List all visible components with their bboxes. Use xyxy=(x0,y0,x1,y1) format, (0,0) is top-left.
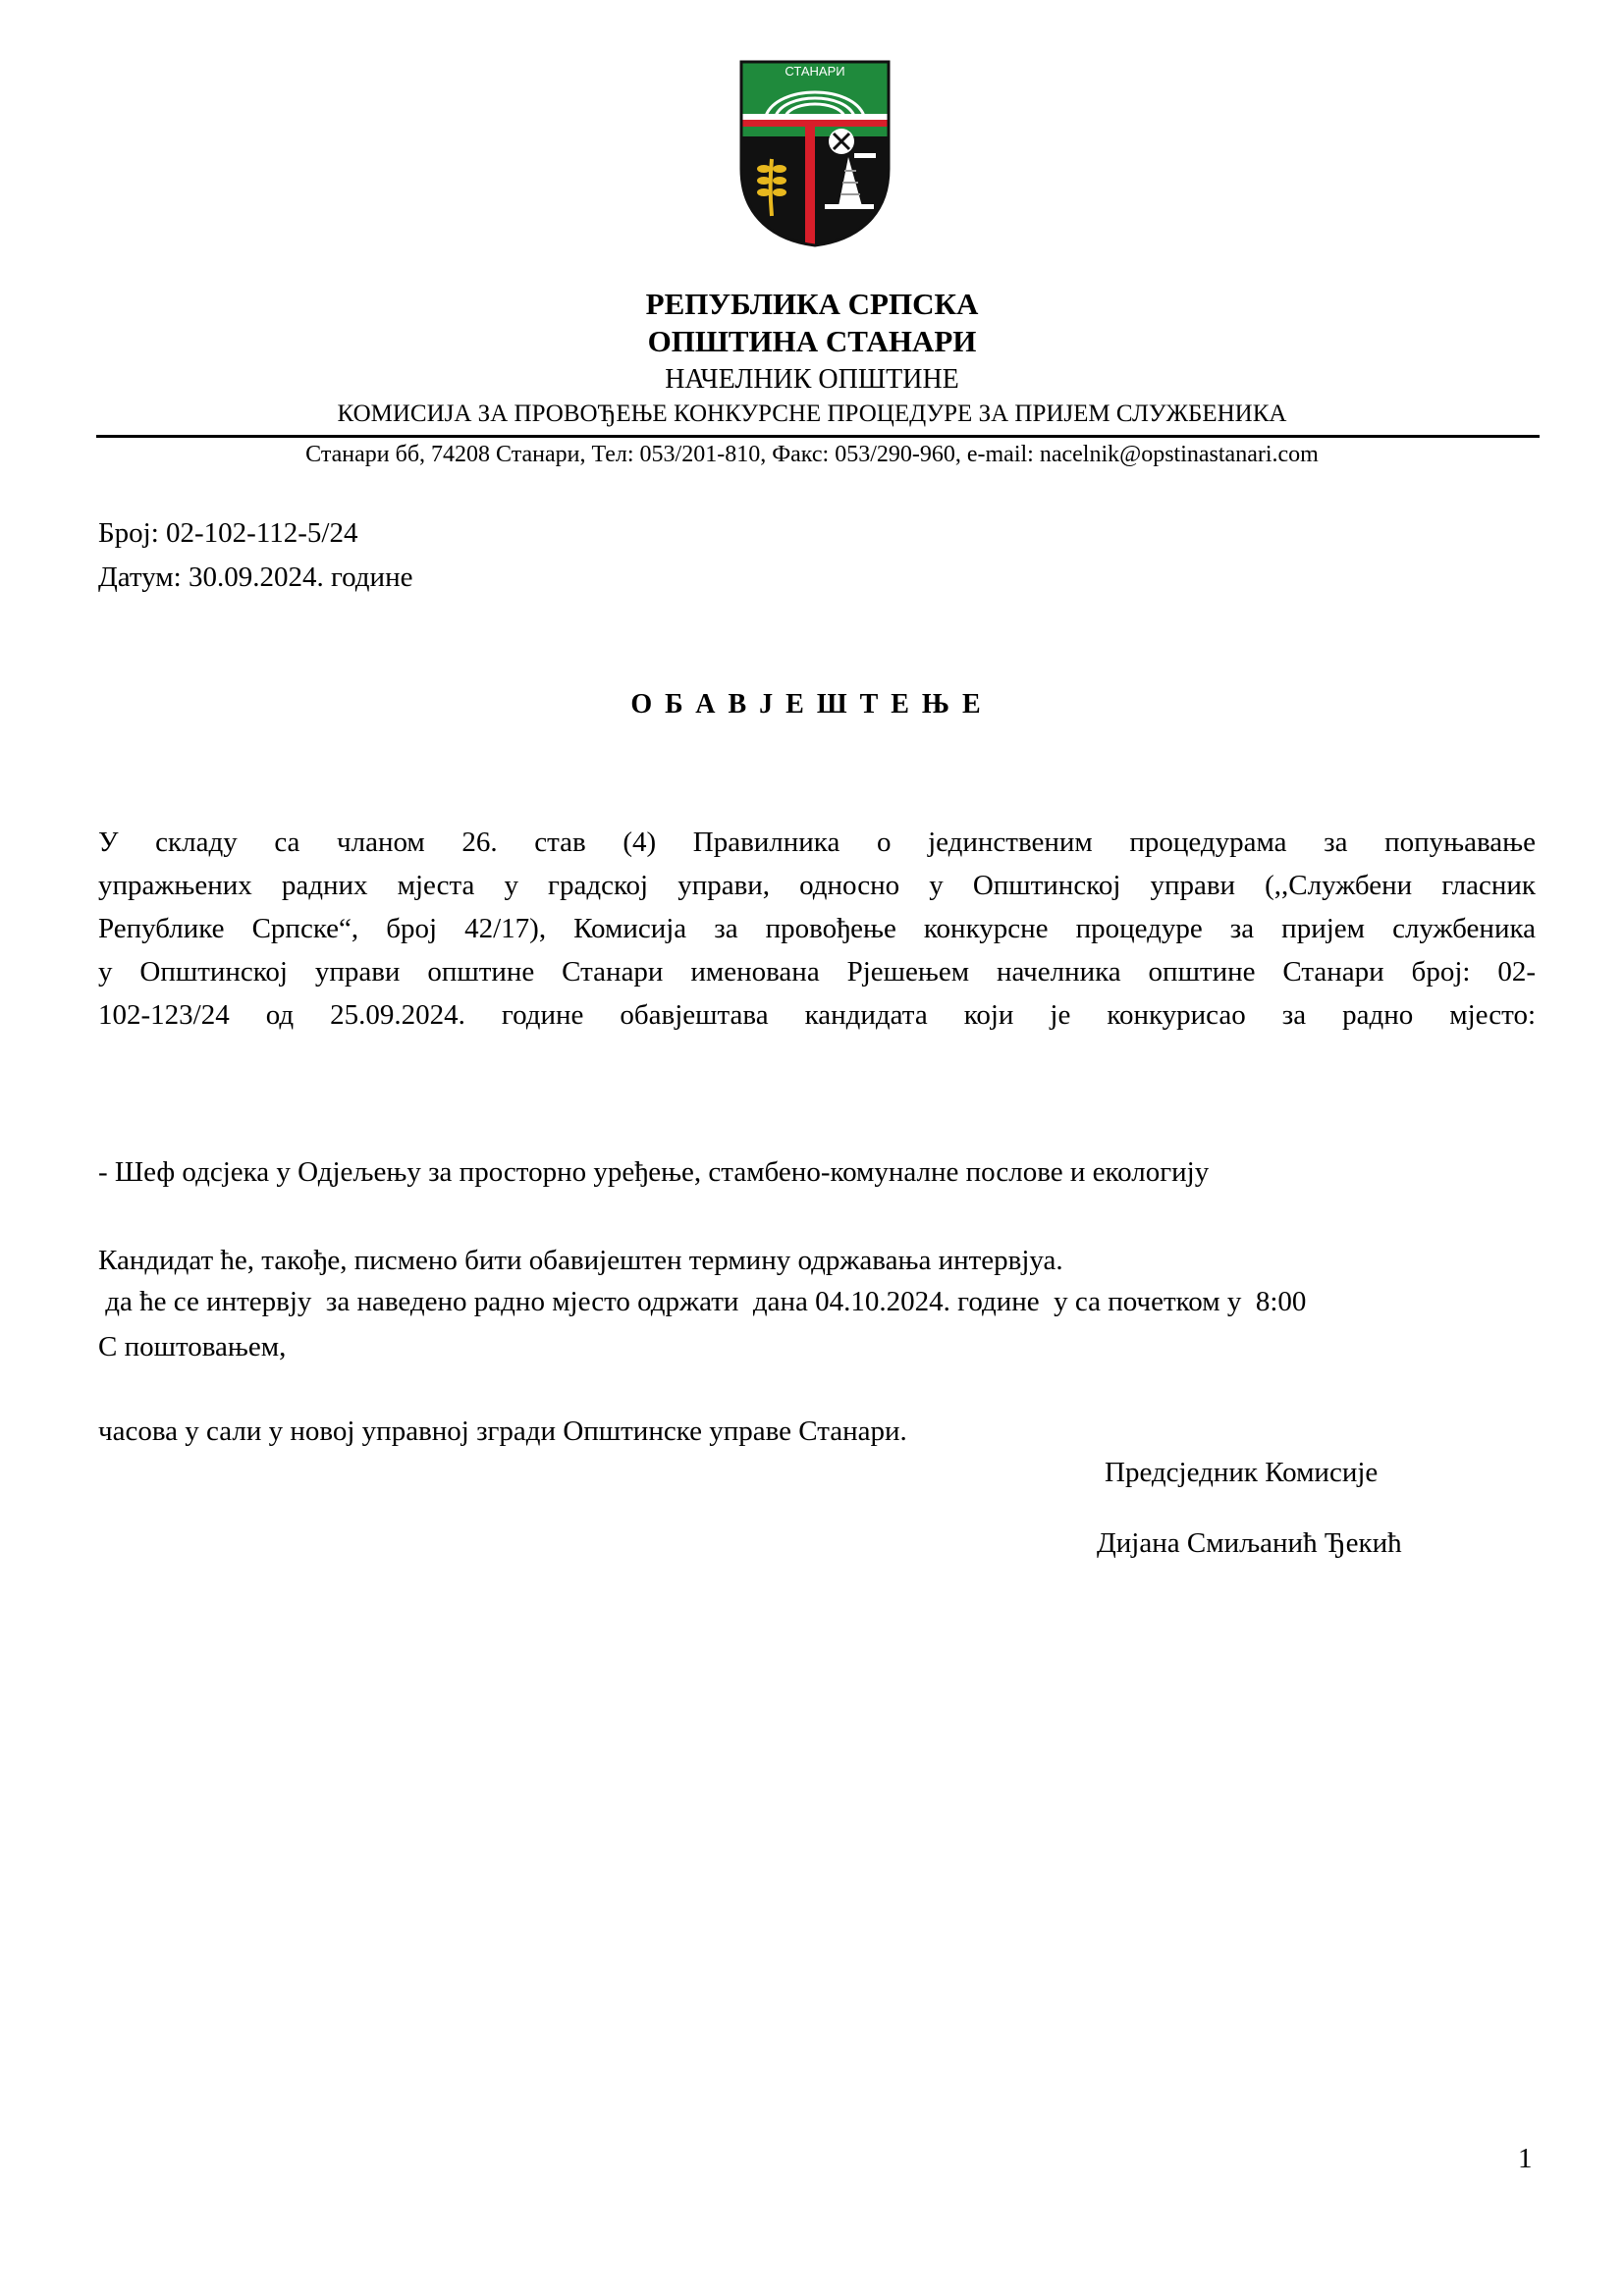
header-republic: РЕПУБЛИКА СРПСКА xyxy=(645,287,979,321)
paragraph-line: часова у сали у новој управној згради Општинске управе Станари. xyxy=(98,1415,907,1447)
body-paragraph-3: Кандидат ће, такође, писмено бити обавијештен термину одржавања интервјуа. xyxy=(98,1245,1063,1276)
document-date: Датум: 30.09.2024. године xyxy=(98,561,413,593)
page-number: 1 xyxy=(1518,2143,1533,2174)
document-number: Број: 02-102-112-5/24 xyxy=(98,517,358,549)
header-divider xyxy=(96,435,1540,438)
paragraph-line: У складу са чланом 26. став (4) Правилника о јединственим процедурама за попуњавање xyxy=(98,827,1536,858)
paragraph-line: 102-123/24 од 25.09.2024. године обавјештава кандидата који је конкурисао за радно мјесто: xyxy=(98,999,1536,1031)
header-municipality: ОПШТИНА СТАНАРИ xyxy=(647,324,977,358)
paragraph-line: да ће се интервју за наведено радно мјесто одржати дана 04.10.2024. године у са почетком у 8:00 xyxy=(98,1286,1307,1317)
document-title: ОБАВЈЕШТЕЊЕ xyxy=(630,689,994,720)
crest-label: СТАНАРИ xyxy=(785,64,845,79)
header-mayor: НАЧЕЛНИК ОПШТИНЕ xyxy=(665,364,959,395)
paragraph-line: у Општинској управи општине Станари именована Рјешењем начелника општине Станари број: 02- xyxy=(98,956,1536,988)
closing-salutation: С поштовањем, xyxy=(98,1331,287,1362)
paragraph-line: Републике Српске“, број 42/17), Комисија за провођење конкурсне процедуре за пријем службеника xyxy=(98,913,1536,944)
body-paragraph-1 xyxy=(98,821,1536,1037)
header-commission: КОМИСИЈА ЗА ПРОВОЂЕЊЕ КОНКУРСНЕ ПРОЦЕДУРЕ ЗА ПРИЈЕМ СЛУЖБЕНИКА xyxy=(337,400,1287,427)
signature-role: Предсједник Комисије xyxy=(1105,1457,1379,1488)
municipality-crest-icon xyxy=(738,59,892,247)
header-contact: Станари бб, 74208 Станари, Тел: 053/201-810, Факс: 053/290-960, e-mail: nacelnik@opstinastanari.com xyxy=(305,442,1319,467)
paragraph-line: - Шеф одсјека у Одјељењу за просторно уређење, стамбено-комуналне послове и екологију xyxy=(98,1156,1210,1188)
paragraph-line: упражњених радних мјеста у градској управи, односно у Општинској управи (,,Службени гласник xyxy=(98,870,1536,901)
signature-name: Дијана Смиљанић Ђекић xyxy=(1097,1527,1402,1559)
